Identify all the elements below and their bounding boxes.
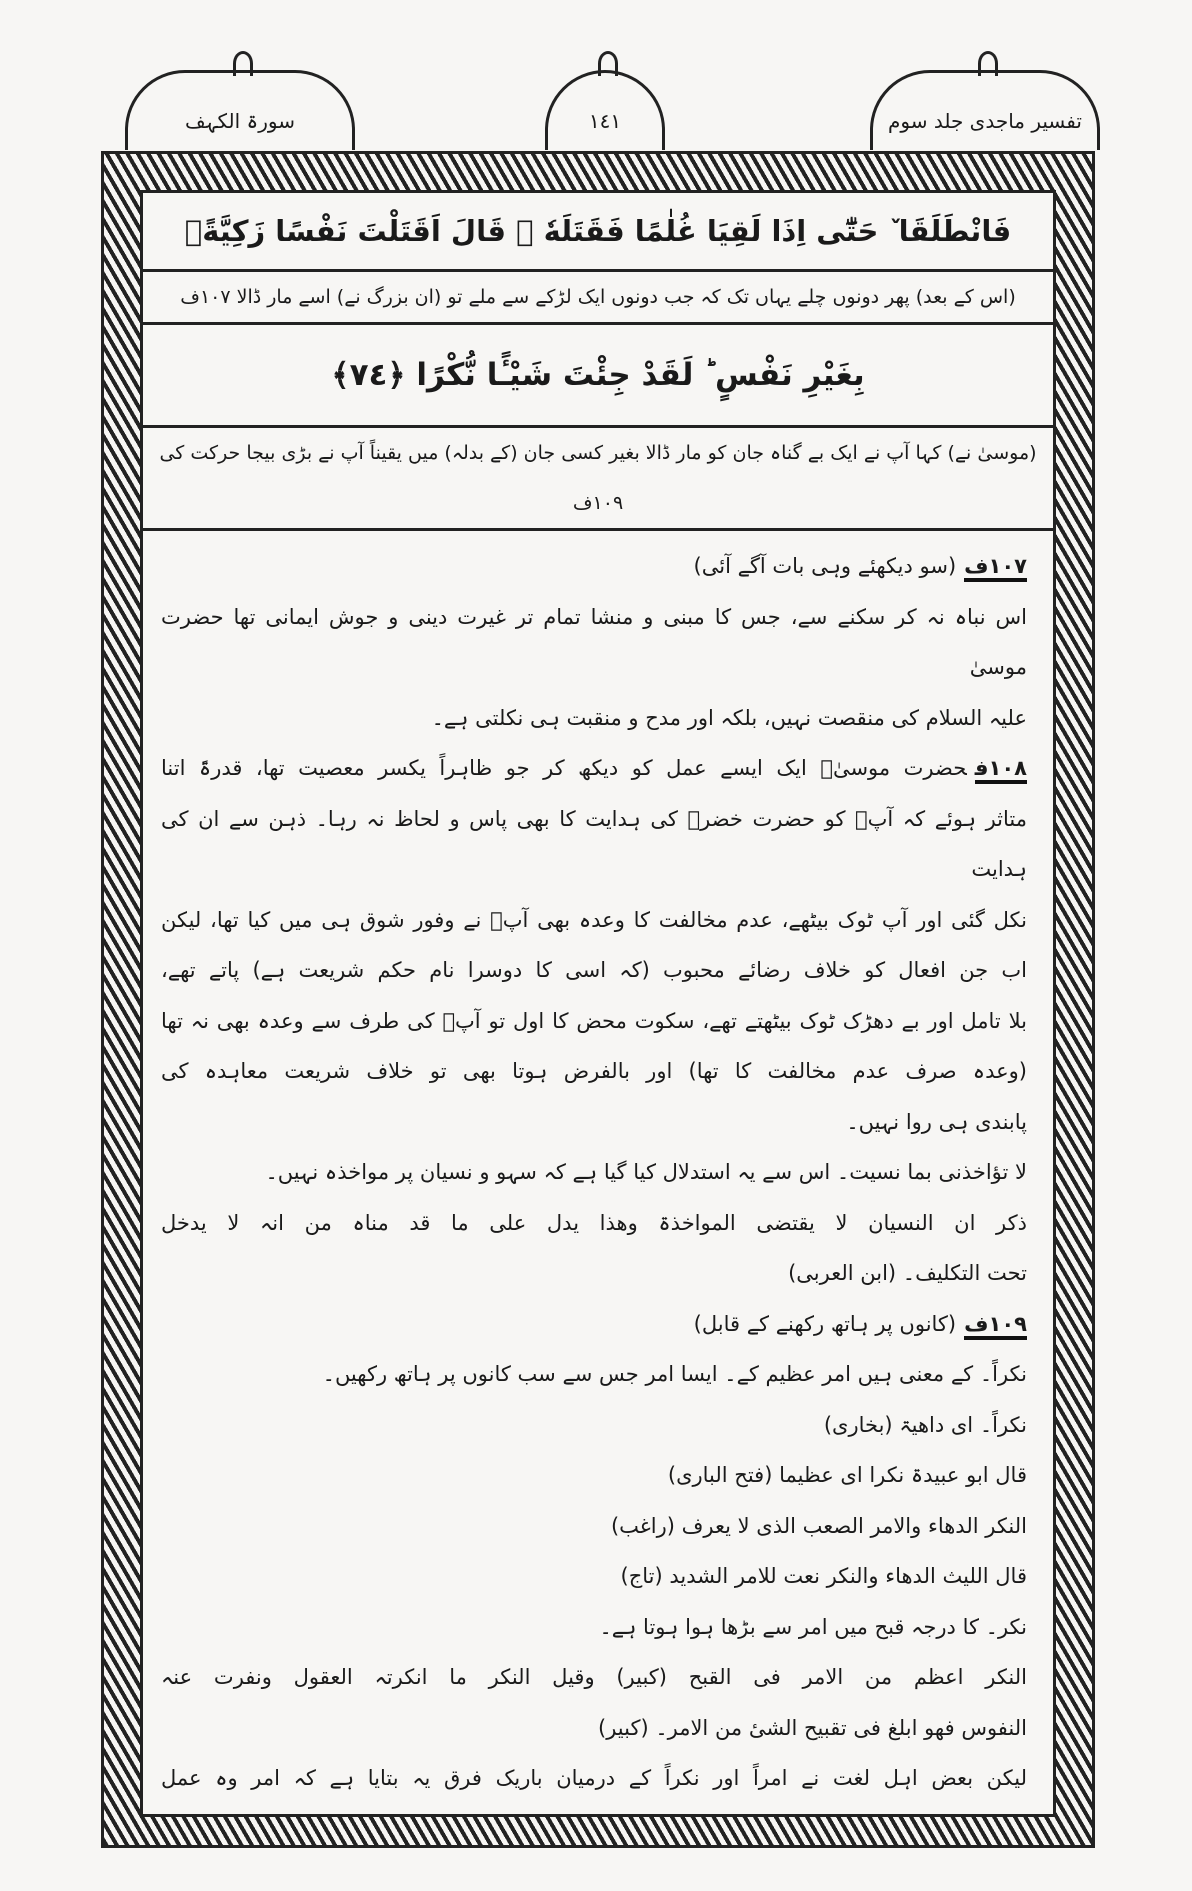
commentary-line: نکراً۔ کے معنی ہیں امر عظیم کے۔ ایسا امر جس سے سب کانوں پر ہاتھ رکھیں۔ xyxy=(322,1362,1027,1386)
header-page-ornament xyxy=(545,70,665,150)
footnote-text: حضرت موسیٰؑ ایک ایسے عمل کو دیکھ کر جو ظاہراً یکسر معصیت تھا، قدرۃً اتنا xyxy=(161,756,967,780)
commentary-line: النفوس فھو ابلغ فی تقبیح الشیٔ من الامر۔ (کبیر) xyxy=(598,1715,1027,1740)
header-surah-ornament xyxy=(125,70,355,150)
commentary-line: نکل گئی اور آپ ٹوک بیٹھے، عدم مخالفت کا وعدہ بھی آپؑ نے وفور شوق ہی میں کیا تھا، لیکن xyxy=(161,907,1027,932)
footnote-marker: ١٠٧ف xyxy=(964,554,1027,582)
commentary-line: لیکن بعض اہل لغت نے امراً اور نکراً کے درمیان باریک فرق یہ بتایا ہے کہ امر وہ عمل xyxy=(161,1766,1027,1790)
commentary-line: النکر اعظم من الامر فی القبح (کبیر) وقیل النکر ما انکرتہ العقول ونفرت عنہ xyxy=(161,1665,1027,1689)
header-book-ornament xyxy=(870,70,1100,150)
footnote-marker: ١٠٩ف xyxy=(964,1312,1027,1340)
verse-translation-line-1: (اس کے بعد) پھر دونوں چلے یہاں تک کہ جب دونوں ایک لڑکے سے ملے تو (ان بزرگ نے) اسے مار ڈالا ١٠٧ف xyxy=(143,272,1053,325)
book-title: تفسیر ماجدی جلد سوم xyxy=(888,108,1082,133)
page-content xyxy=(140,190,1056,1817)
decorative-chain-border xyxy=(101,151,1095,1848)
commentary-line: (وعدہ صرف عدم مخالفت کا تھا) اور بالفرض ہوتا بھی تو خلاف شریعت معاہدہ کی xyxy=(161,1059,1027,1083)
footnote-heading: (کانوں پر ہاتھ رکھنے کے قابل) xyxy=(693,1311,957,1336)
surah-name: سورۃ الکہف xyxy=(185,108,295,133)
commentary-line: پابندی ہی روا نہیں۔ xyxy=(846,1109,1027,1134)
footnote-107 xyxy=(161,541,1027,592)
commentary-line: لا تؤاخذنی بما نسیت۔ اس سے یہ استدلال کیا گیا ہے کہ سہو و نسیان پر مواخذہ نہیں۔ xyxy=(265,1160,1027,1184)
commentary-line: قال اللیث الدھاء والنکر نعت للامر الشدید (تاج) xyxy=(620,1564,1027,1588)
footnote-heading: (سو دیکھئے وہی بات آگے آئی) xyxy=(693,554,957,578)
commentary-line: بلا تامل اور بے دھڑک ٹوک بیٹھتے تھے، سکوت محض کا اول تو آپؑ کی طرف سے وعدہ بھی نہ تھا xyxy=(161,1008,1027,1033)
commentary-line: علیہ السلام کی منقصت نہیں، بلکہ اور مدح و منقبت ہی نکلتی ہے۔ xyxy=(431,705,1027,730)
commentary-line: اب جن افعال کو خلاف رضائے محبوب (کہ اسی کا دوسرا نام حکم شریعت ہے) پاتے تھے، xyxy=(161,958,1027,982)
commentary-line: نکراً۔ ای داھیۃ (بخاری) xyxy=(823,1412,1027,1437)
commentary xyxy=(143,531,1053,1814)
verse-arabic-line-2: بِغَيْرِ نَفْسٍ ؕ لَقَدْ جِئْتَ شَيْـًٔا نُّكْرًا ﴿٧٤﴾ xyxy=(143,325,1053,428)
verse-arabic-line-1: فَانْطَلَقَا ٚ حَتّٰٓى اِذَا لَقِيَا غُلٰمًا فَقَتَلَهٗ ۙ قَالَ اَقَتَلْتَ نَفْسًا زَكِيَّةًۢ xyxy=(143,193,1053,272)
commentary-line: متاثر ہوئے کہ آپؑ کو حضرت خضرؑ کی ہدایت کا بھی پاس و لحاظ نہ رہا۔ ذہن سے ان کی ہدایت xyxy=(161,806,1027,881)
footnote-109 xyxy=(161,1299,1027,1350)
commentary-line: النکر الدھاء والامر الصعب الذی لا یعرف (راغب) xyxy=(610,1513,1027,1538)
verse-translation-line-2: (موسیٰ نے) کہا آپ نے ایک بے گناہ جان کو مار ڈالا بغیر کسی جان (کے بدلہ) میں یقیناً آپ نے بڑی بیجا حرکت کی ١٠٩ف xyxy=(143,428,1053,531)
commentary-line: تحت التکلیف۔ (ابن العربی) xyxy=(788,1261,1027,1285)
commentary-line: قال ابو عبیدۃ نکرا ای عظیما (فتح الباری) xyxy=(667,1463,1027,1487)
commentary-line: نکر۔ کا درجہ قبح میں امر سے بڑھا ہوا ہوتا ہے۔ xyxy=(599,1614,1027,1639)
commentary-line: ذکر ان النسیان لا یقتضی المواخذۃ وھذا یدل علی ما قد مناہ من انہ لا یدخل xyxy=(161,1210,1027,1235)
footnote-marker: ١٠٨ف xyxy=(975,756,1027,784)
footnote-108 xyxy=(161,743,1027,794)
commentary-line: اس نباہ نہ کر سکنے سے، جس کا مبنی و منشا تمام تر غیرت دینی و جوش ایمانی تھا حضرت موسیٰ xyxy=(161,604,1027,679)
page-number: ١٤١ xyxy=(588,108,622,133)
